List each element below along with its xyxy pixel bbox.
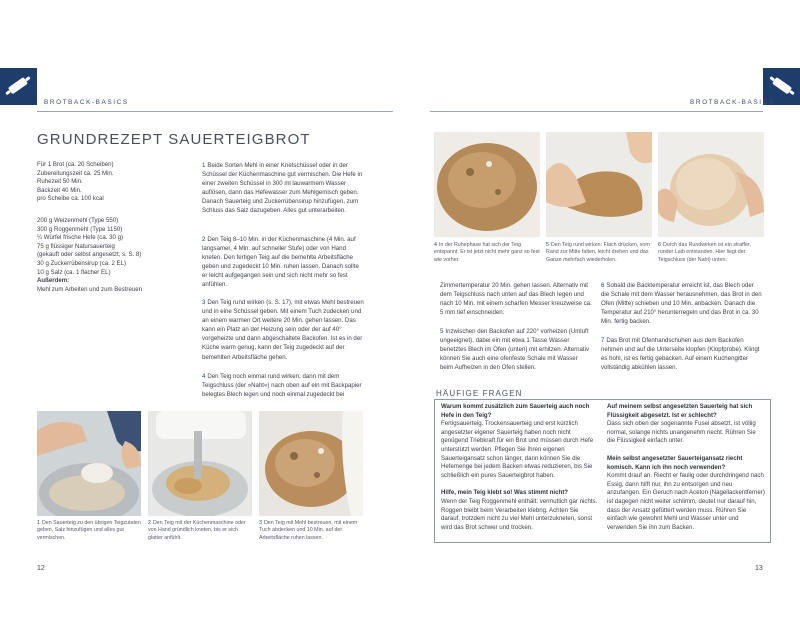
faq-answer: Dass sich oben der sogenannte Fusel absetzt, ist völlig normal, solange nichts unangenehm riecht. Rühren Sie die Flüssigkeit einfach unter. bbox=[607, 420, 756, 445]
caption-2: 2 Den Teig mit der Küchenmaschine oder von Hand gründlich kneten, bis er sich glatter anfühlt. bbox=[148, 520, 246, 541]
recipe-yield: Für 1 Brot (ca. 20 Scheiben) bbox=[37, 161, 114, 168]
header-divider-right bbox=[430, 111, 763, 112]
caption-6: 6 Durch das Rundwirken ist ein straffer, runder Laib entstanden. Hier liegt der Teigschluss (der Naht) unten. bbox=[658, 242, 751, 263]
caption-5: 5 Den Teig rund wirken: Flach drücken, vom Rand zur Mitte falten, leicht drehen und das Ganze mehrfach wiederholen. bbox=[546, 242, 650, 263]
step-1: 1 Beide Sorten Mehl in einer Knetschüssel oder in der Schüssel der Küchenmaschine gut vermischen. Die Hefe in einer zweiten Schüssel in 300 ml lauwarmem Wasser auflösen, dann das Hefewasser zum Mehlgemisch geben. Danach Sauerteig und Zuckerrübensirup hinzufügen, zum Schluss das Salz dazugeben. Alles gut unterarbeiten. bbox=[202, 162, 363, 215]
step-4: 4 Den Teig noch einmal rund wirken, dann mit dem Teigschluss (der »Naht«) nach oben auf ein mit Backpapier belegtes Blech legen und noch einmal zugedeckt bei bbox=[202, 373, 362, 399]
page-title: GRUNDREZEPT SAUERTEIGBROT bbox=[37, 131, 311, 148]
faq-question: Auf meinem selbst angesetzten Sauerteig hat sich Flüssigkeit abgesetzt. Ist er schlecht? bbox=[607, 403, 753, 419]
faq-question: Hilfe, mein Teig klebt so! Was stimmt nicht? bbox=[441, 489, 568, 497]
bake-time: Backzeit 40 Min. bbox=[37, 186, 82, 194]
faq-answer: Kommt drauf an. Riecht er faulig oder durchdringend nach Essig, dann hilft nur, ihn zu entsorgen und neu anzufangen. Ein Geruch nach Aceton (Nagellackentferner) ist dagegen nicht weiter schlimm, deutet nur darauf hin, dass der Ansatz gefüttert werden muss. Rühren Sie einfach wie gewohnt Mehl und Wasser unter und verwenden Sie ihn zum Backen. bbox=[607, 472, 765, 531]
faq-question: Warum kommt zusätzlich zum Sauerteig auch noch Hefe in den Teig? bbox=[441, 403, 590, 419]
caption-3: 3 Den Teig mit Mehl bestreuen, mit einem Tuch abdecken und 10 Min. auf der Arbeitsfläche ruhen lassen. bbox=[259, 520, 358, 541]
caption-1: 1 Den Sauerteig zu den übrigen Teigzutaten geben, Salz hinzufügen und alles gut vermischen. bbox=[37, 520, 141, 541]
ingredient-item: 10 g Salz (ca. 1 flacher EL) bbox=[37, 268, 111, 276]
faq-answer: Wenn der Teig Roggenmehl enthält: vermutlich gar nichts. Roggen bleibt beim Verarbeiten klebrig. Achten Sie darauf, trotzdem nicht zu viel Mehl unterzukneten, sonst wird das Brot schwer und trocken. bbox=[441, 497, 598, 531]
ingredient-item: ¼ Würfel frische Hefe (ca. 30 g) bbox=[37, 234, 124, 242]
step-2: 2 Den Teig 8–10 Min. in der Küchenmaschine (4 Min. auf langsamer, 4 Min. auf schneller Stufe) oder von Hand kneten. Den fertigen Teig auf die bemehlte Arbeitsfläche geben und zugedeckt 10 Min. ruhen lassen. Danach sollte er leicht aufgegangen sein und sich nicht mehr so fest anfühlen. bbox=[202, 236, 359, 289]
ingredient-item: 30 g Zuckerrübensirup (ca. 2 EL) bbox=[37, 259, 127, 267]
photo-step-2 bbox=[148, 411, 252, 516]
photo-step-1 bbox=[37, 411, 141, 516]
extra-item: Mehl zum Arbeiten und zum Bestreuen bbox=[37, 285, 143, 293]
section-header-left: BROTBACK-BASICS bbox=[44, 99, 129, 106]
faq-column-right bbox=[607, 403, 765, 541]
ingredient-item: (gekauft oder selbst angesetzt; s. S. 8) bbox=[37, 251, 142, 259]
faq-item bbox=[607, 403, 765, 446]
header-divider-left bbox=[37, 111, 393, 112]
rest-time: Ruhezeit 50 Min. bbox=[37, 178, 83, 186]
photo-step-3 bbox=[259, 411, 363, 516]
ingredient-item: 200 g Weizenmehl (Type 550) bbox=[37, 216, 119, 224]
calories: pro Scheibe ca. 100 kcal bbox=[37, 195, 104, 203]
step-6: 6 Sobald die Backtemperatur erreicht ist, das Blech oder die Schale mit dem Wasser herausnehmen, das Brot in den Ofen (Mitte) schieben und 10 Min. anbacken. Danach die Temperatur auf 210° herunterregeln und das Brot in ca. 30 Min. fertig backen. bbox=[601, 282, 762, 326]
ingredients-panel bbox=[37, 161, 192, 294]
faq-column-left bbox=[441, 403, 599, 541]
step-7: 7 Das Brot mit Ofenhandschuhen aus dem Backofen nehmen und auf die Unterseite klopfen (Klopfprobe). Klingt es hohl, ist es fertig gebacken. Auf einem Kuchengitter vollständig abkühlen lassen. bbox=[601, 337, 760, 372]
rolling-pin-icon bbox=[0, 68, 37, 105]
faq-title: HÄUFIGE FRAGEN bbox=[436, 389, 523, 398]
caption-4: 4 In der Ruhephase hat sich der Teig entspannt. Er ist jetzt nicht mehr ganz so fest wie vorher. bbox=[434, 242, 540, 263]
step-3: 3 Den Teig rund wirken (s. S. 17), mit etwas Mehl bestreuen und in eine Schüssel geben. Mit einem Tuch zudecken und an einem warmen Ort weitere 20 Min. gehen lassen. Das kann ein Platz an der Heizung sein oder der auf 40° vorgeheizte und dann abgeschaltete Backofen. Ist es in der Küche warm genug, kann der Teig zugedeckt auf der bemehlten Arbeitsfläche gehen. bbox=[202, 299, 364, 361]
page-number-right: 13 bbox=[755, 565, 763, 572]
faq-box bbox=[434, 399, 771, 543]
photo-step-4 bbox=[434, 132, 540, 237]
faq-question: Mein selbst angesetzter Sauerteigansatz riecht komisch. Kann ich ihn noch verwenden? bbox=[607, 454, 743, 471]
section-header-right: BROTBACK-BASICS bbox=[690, 99, 775, 106]
ingredient-item: 300 g Roggenmehl (Type 1150) bbox=[37, 225, 123, 233]
extra-label: Außerdem: bbox=[37, 277, 70, 285]
faq-item bbox=[441, 403, 599, 480]
step-5: 5 Inzwischen den Backofen auf 220° vorheizen (Umluft ungeeignet), dabei ein mit etwa 1 Tasse Wasser benetztes Blech im Ofen (unten) mit erhitzen. Alternativ können Sie auch eine ofenfeste Schale mit Wasser beim Aufheizen in den Ofen stellen. bbox=[440, 328, 590, 372]
faq-item bbox=[607, 455, 765, 532]
faq-answer: Fertigsauerteig, Trockensauerteig und erst kürzlich angesetzter eigener Sauerteig haben noch nicht genügend Triebkraft für ein Brot und müssen durch Hefe unterstützt werden. Pflegen Sie Ihren eigenen Sauerteigansatz schon länger, dann können Sie die Hefemenge bei jedem Backen etwas reduzieren, bis Sie schließlich ein pures Sauerteigbrot haben. bbox=[441, 420, 594, 479]
photo-step-5 bbox=[546, 132, 652, 237]
photo-step-6 bbox=[658, 132, 764, 237]
faq-item bbox=[441, 489, 599, 532]
page-number-left: 12 bbox=[37, 565, 45, 572]
prep-time: Zubereitungszeit ca. 25 Min. bbox=[37, 169, 114, 177]
step-4-continued: Zimmertemperatur 20 Min. gehen lassen. Alternativ mit dem Teigschluss nach unten auf das Blech legen und nach 10 Min. mit einem scharfen Messer kreuzweise ca. 5 mm tief einschneiden. bbox=[440, 282, 592, 317]
ingredient-item: 75 g flüssiger Natursauerteig bbox=[37, 242, 115, 250]
